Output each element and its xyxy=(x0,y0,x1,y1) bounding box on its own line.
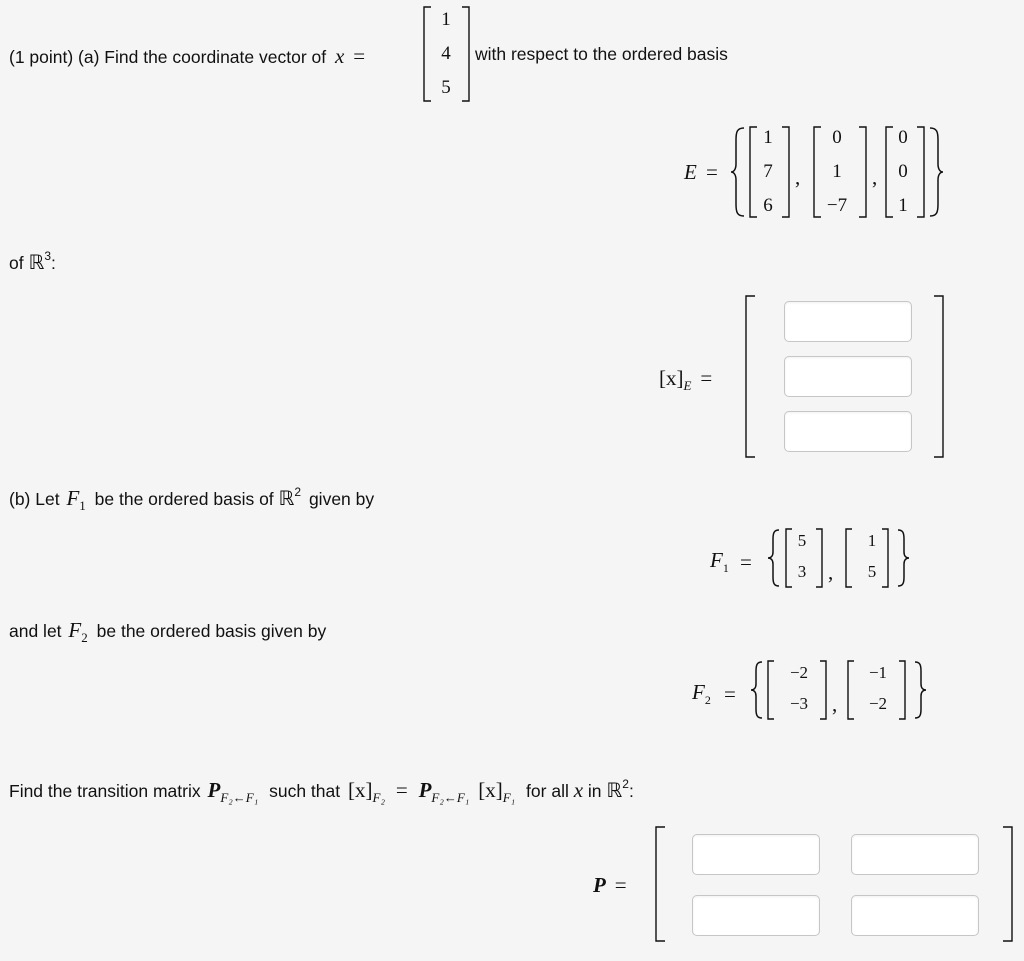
x-entry-1: 1 xyxy=(441,9,451,30)
real-numbers-symbol: ℝ xyxy=(606,778,623,802)
of-text: of xyxy=(9,253,24,273)
e3-entry-2: 0 xyxy=(898,161,908,182)
real-numbers-symbol: ℝ xyxy=(278,486,295,510)
f2b-left-bracket-icon xyxy=(846,660,856,720)
dimension-superscript: 3 xyxy=(44,249,52,263)
x-bracket-f2: [x] xyxy=(348,778,373,802)
e1-right-bracket-icon xyxy=(779,126,791,218)
e3-entry-1: 0 xyxy=(898,127,908,148)
f2-intro-line xyxy=(9,618,326,643)
part-a-intro: (1 point) (a) Find the coordinate vector of xyxy=(9,47,327,67)
e1-entry-2: 7 xyxy=(763,161,773,182)
answer-equals: = xyxy=(700,366,713,390)
part-b-intro-line xyxy=(9,486,374,511)
coord-input-2[interactable] xyxy=(784,356,912,397)
part-b-intro-post: be the ordered basis of xyxy=(94,489,274,509)
answer-b-right-bracket-icon xyxy=(1000,826,1014,942)
comma: , xyxy=(795,165,801,189)
f2b-entry-1: −1 xyxy=(868,663,888,682)
e1-entry-1: 1 xyxy=(763,127,773,148)
part-b-intro: (b) Let xyxy=(9,489,60,509)
dimension-superscript: 2 xyxy=(622,777,629,791)
comma: , xyxy=(832,692,838,716)
and-let: and let xyxy=(9,621,62,641)
basis-e-equals: = xyxy=(706,160,718,184)
p-sub-2: F₂←F₁ xyxy=(431,790,470,805)
f2a-entry-2: −3 xyxy=(789,694,809,713)
f2b-right-bracket-icon xyxy=(897,660,907,720)
f2-left-brace-icon xyxy=(749,660,765,720)
right-brace-icon xyxy=(927,126,945,218)
comma: , xyxy=(828,560,834,584)
f2a-entry-1: −2 xyxy=(789,663,809,682)
f2a-left-bracket-icon xyxy=(766,660,776,720)
x-bracket: [x] xyxy=(659,366,684,390)
f2a-right-bracket-icon xyxy=(818,660,828,720)
comma: , xyxy=(872,165,878,189)
f2-post: be the ordered basis given by xyxy=(96,621,327,641)
right-bracket-icon xyxy=(459,6,471,102)
basis-e-label: E xyxy=(684,160,697,184)
transition-question-line xyxy=(9,778,634,803)
for-all: for all xyxy=(526,781,569,801)
e1-entry-3: 6 xyxy=(763,195,773,216)
f1-left-brace-icon xyxy=(766,528,782,588)
x-entry-3: 5 xyxy=(441,77,451,98)
f1-label: $F_1$ xyxy=(710,548,729,575)
f1b-right-bracket-icon xyxy=(880,528,890,588)
x-bracket-f1: [x] xyxy=(478,778,503,802)
f1b-left-bracket-icon xyxy=(844,528,854,588)
p-letter-2: P xyxy=(418,778,432,802)
e2-entry-3: −7 xyxy=(826,195,848,216)
e2-right-bracket-icon xyxy=(856,126,868,218)
x-entry-2: 4 xyxy=(441,43,451,64)
f2b-entry-2: −2 xyxy=(868,694,888,713)
of-r3-line xyxy=(9,250,56,274)
f1-subscript: F₁ xyxy=(502,790,516,805)
f1a-entry-2: 3 xyxy=(797,562,807,581)
f1a-entry-1: 5 xyxy=(797,531,807,550)
such-that: such that xyxy=(269,781,341,801)
e2-entry-2: 1 xyxy=(832,161,842,182)
f1-equals: = xyxy=(740,550,752,574)
f1b-entry-1: 1 xyxy=(867,531,877,550)
e3-entry-3: 1 xyxy=(898,195,908,216)
f2-right-brace-icon xyxy=(912,660,928,720)
colon: : xyxy=(51,253,56,273)
f1b-entry-2: 5 xyxy=(867,562,877,581)
coord-input-1[interactable] xyxy=(784,301,912,342)
p-answer-letter: P xyxy=(593,873,606,897)
f1-sub: 1 xyxy=(79,498,86,513)
p-answer-equals: = xyxy=(614,873,627,897)
respect-text: with respect to the ordered basis xyxy=(475,44,728,64)
part-a-intro-line xyxy=(9,44,365,69)
e2-entry-1: 0 xyxy=(832,127,842,148)
f2-sub: 2 xyxy=(81,630,88,645)
coord-input-3[interactable] xyxy=(784,411,912,452)
f2-equals: = xyxy=(724,682,736,706)
p-sub: F₂←F₁ xyxy=(220,790,259,805)
p-input-21[interactable] xyxy=(692,895,820,936)
answer-b-left-bracket-icon xyxy=(654,826,668,942)
equals-sign: = xyxy=(353,44,366,68)
answer-a-right-bracket-icon xyxy=(931,295,945,458)
x-var: x xyxy=(573,778,584,802)
p-input-12[interactable] xyxy=(851,834,979,875)
f1a-right-bracket-icon xyxy=(814,528,824,588)
f2-subscript: F₂ xyxy=(372,790,385,805)
e3-right-bracket-icon xyxy=(914,126,926,218)
real-numbers-symbol: ℝ xyxy=(28,250,45,274)
f2-label: $F_2$ xyxy=(692,680,711,707)
f1-letter: F xyxy=(66,486,80,510)
answer-label-xe xyxy=(659,366,712,391)
p-letter: P xyxy=(207,778,221,802)
p-input-11[interactable] xyxy=(692,834,820,875)
given-by: given by xyxy=(308,489,375,509)
answer-a-left-bracket-icon xyxy=(744,295,758,458)
dimension-superscript: 2 xyxy=(294,485,302,499)
x-label: x xyxy=(334,44,345,68)
eq-sign: = xyxy=(395,778,408,802)
e-subscript: E xyxy=(683,378,692,393)
f1-right-brace-icon xyxy=(895,528,911,588)
p-input-22[interactable] xyxy=(851,895,979,936)
colon: : xyxy=(628,781,634,801)
answer-label-p xyxy=(593,873,627,898)
in-word: in xyxy=(587,781,602,801)
find-text: Find the transition matrix xyxy=(9,781,201,801)
f2-letter: F xyxy=(68,618,82,642)
left-brace-icon xyxy=(729,126,747,218)
